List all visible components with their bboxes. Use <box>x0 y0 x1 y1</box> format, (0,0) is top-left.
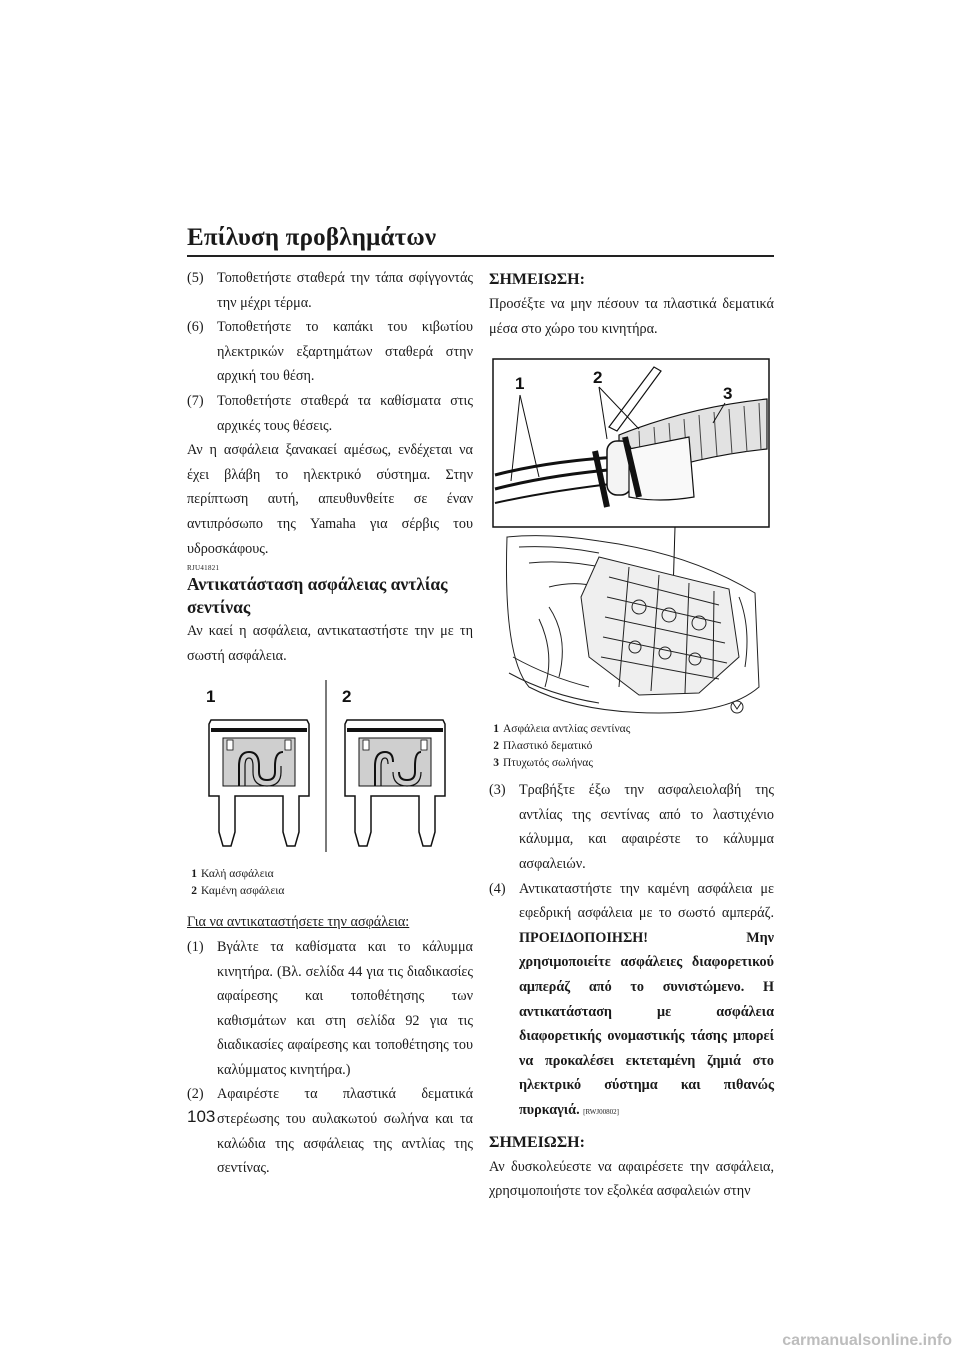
step-1 <box>187 935 473 1083</box>
callout-label-1: 1 <box>515 374 525 394</box>
step-7 <box>187 389 473 438</box>
blown-fuse-icon <box>345 720 445 846</box>
step-text: Τοποθετήστε σταθερά την τάπα σφίγγοντάς την μέχρι τέρμα. <box>217 270 473 311</box>
note-heading: ΣΗΜΕΙΩΣΗ: <box>489 271 585 288</box>
step-number: (1) <box>187 938 204 955</box>
step-5 <box>187 266 473 315</box>
step-3 <box>489 778 774 876</box>
legend-item: 3 Πτυχωτός σωλήνας <box>493 757 593 770</box>
step-2 <box>187 1082 473 1180</box>
step-number: (2) <box>187 1086 204 1103</box>
fuse-figure <box>187 680 473 866</box>
step-text: Βγάλτε τα καθίσματα και το κάλυμμα κινητήρα. (Βλ. σελίδα 44 για τις διαδικασίες αφαίρεσης και τοποθέτησης των καθισμάτων και στη σελίδα 92 για τις διαδικασίες αφαίρεσης και τοποθέτησης του καλύμματος κινητήρα.) <box>217 938 473 1078</box>
fuse-label-blown: 2 <box>342 687 352 707</box>
fuse-legend <box>187 866 473 900</box>
step-text: Τοποθετήστε το καπάκι του κιβωτίου ηλεκτρικών εξαρτημάτων σταθερά στην αρχική του θέση. <box>217 319 473 385</box>
legend-item: 1 Καλή ασφάλεια <box>191 868 274 881</box>
subheading-replace: Για να αντικαταστήσετε την ασφάλεια: <box>187 914 410 931</box>
engine-compartment-icon <box>506 536 759 713</box>
warning-code: [RWJ00802] <box>583 1107 619 1116</box>
photo-legend <box>489 721 774 772</box>
page-number: 103 <box>187 1107 216 1126</box>
step-text <box>519 877 774 1125</box>
good-fuse-icon <box>209 720 309 846</box>
step-4-text: Αντικαταστήστε την καμένη ασφάλεια με εφεδρική ασφάλεια με το σωστό αμπεράζ. <box>519 880 774 922</box>
left-column <box>187 266 473 1181</box>
fuse-label-good: 1 <box>206 687 216 707</box>
step-number: (6) <box>187 319 204 336</box>
paragraph-fuse-blows-again: Αν η ασφάλεια ξανακαεί αμέσως, ενδέχεται να έχει βλάβη το ηλεκτρικό σύστημα. Στην περίπτωση αυτή, απευθυνθείτε σε έναν αντιπρόσωπο της Yamaha για σέρβις του υδροσκάφους. <box>187 442 473 557</box>
title-rule <box>187 255 774 257</box>
page-title: Επίλυση προβλημάτων <box>187 224 437 251</box>
legend-item: 2 Καμένη ασφάλεια <box>191 885 285 898</box>
engine-compartment-illustration <box>489 357 774 717</box>
step-text: Αφαιρέστε τα πλαστικά δεματικά στερέωσης του αυλακωτού σωλήνα και τα καλώδια της ασφάλειας της αντλίας της σεντίνας. <box>217 1086 473 1177</box>
step-number: (4) <box>489 880 506 897</box>
legend-item: 2 Πλαστικό δεματικό <box>493 740 593 753</box>
fuse-illustration <box>187 680 473 866</box>
callout-label-3: 3 <box>723 384 733 404</box>
step-number: (7) <box>187 392 204 409</box>
section-heading: Αντικατάσταση ασφάλειας αντλίας σεντίνας <box>187 574 448 618</box>
step-number: (5) <box>187 270 204 286</box>
paragraph-replace-fuse: Αν καεί η ασφάλεια, αντικαταστήστε την με τη σωστή ασφάλεια. <box>187 623 473 664</box>
step-text: Τοποθετήστε σταθερά τα καθίσματα στις αρχικές τους θέσεις. <box>217 392 473 434</box>
step-4 <box>489 877 774 1125</box>
engine-photo-figure <box>489 357 774 717</box>
note-text-2: Αν δυσκολεύεστε να αφαιρέσετε την ασφάλεια, χρησιμοποιήστε τον εξολκέα ασφαλειών στην <box>489 1158 774 1200</box>
watermark: carmanualsonline.info <box>782 1332 952 1349</box>
callout-label-2: 2 <box>593 368 603 388</box>
section-code: RJU41821 <box>187 564 220 573</box>
note-heading-2: ΣΗΜΕΙΩΣΗ: <box>489 1133 585 1151</box>
step-number: (3) <box>489 782 506 799</box>
right-column <box>489 266 774 1204</box>
legend-item: 1 Ασφάλεια αντλίας σεντίνας <box>493 723 631 736</box>
step-6 <box>187 315 473 389</box>
warning-text: ΠΡΟΕΙΔΟΠΟΙΗΣΗ! Μην χρησιμοποιείτε ασφάλειες διαφορετικού αμπεράζ από το συνιστώμενο. Η αντικατάσταση με ασφάλεια διαφορετικής ονομαστικής τάσης μπορεί να προκαλέσει εκτεταμένη ζημιά στο ηλεκτρικό σύστημα και πιθανώς πυρκαγιά. <box>519 929 774 1118</box>
step-text: Τραβήξτε έξω την ασφαλειολαβή της αντλίας της σεντίνας από το λαστιχένιο κάλυμμα, και αφαιρέστε το κάλυμμα ασφαλειών. <box>519 782 774 872</box>
note-text: Προσέξτε να μην πέσουν τα πλαστικά δεματικά μέσα στο χώρο του κινητήρα. <box>489 296 774 337</box>
